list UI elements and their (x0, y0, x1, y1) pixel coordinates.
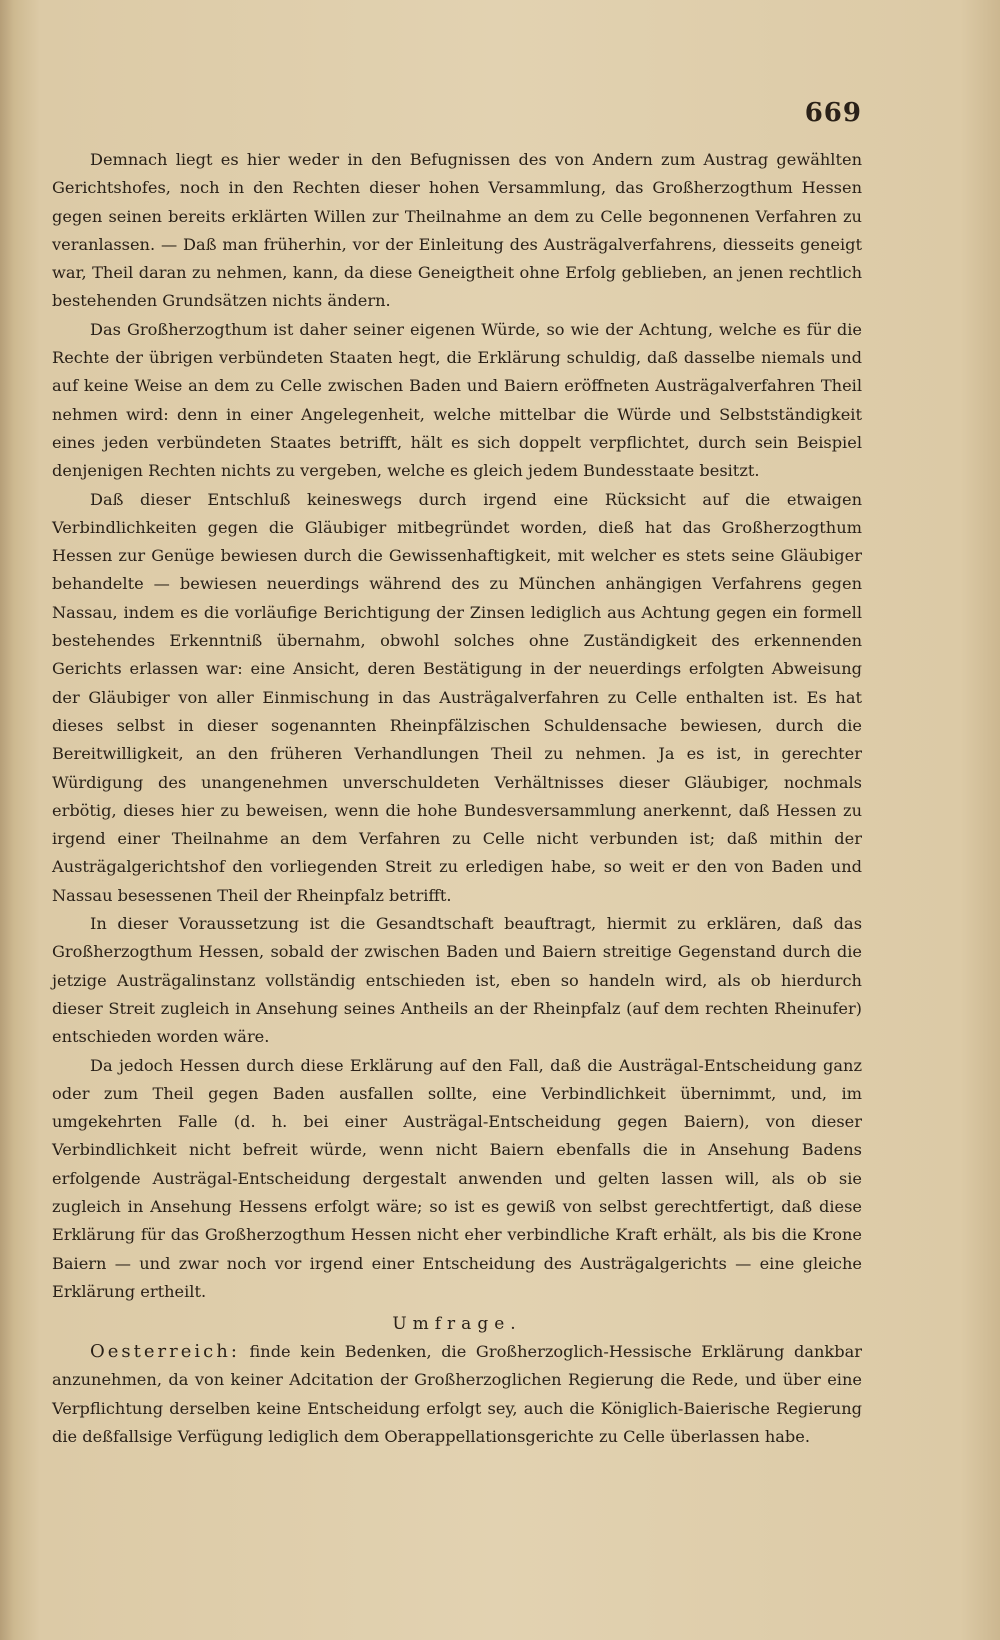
paragraph-1: Demnach liegt es hier weder in den Befugnissen des von Andern zum Austrag gewählten Gerichtshofes, noch in den Rechten dieser hohen Versammlung, das Großherzogthum Hessen gegen seinen bereits erklärten Willen zur Theilnahme an dem zu Celle begonnenen Verfahren zu veranlassen. — Daß man früherhin, vor der Einleitung des Austrägalverfahrens, diesseits geneigt war, Theil daran zu nehmen, kann, da diese Geneigtheit ohne Erfolg geblieben, an jenen rechtlich bestehenden Grundsätzen nichts ändern. (52, 150, 862, 311)
section-heading: Umfrage. (392, 1314, 522, 1335)
speaker-statement: finde kein Bedenken, die Großherzoglich-Hessische Erklärung dankbar anzunehmen, da von keiner Adcitation der Großherzoglichen Regierung die Rede, und über eine Verpflichtung derselben keine Entscheidung erfolgt sey, auch die Königlich-Baierische Regierung die deßfallsige Verfügung lediglich dem Oberappellationsgerichte zu Celle überlassen habe. (52, 1342, 862, 1447)
paragraph-6 (52, 1338, 862, 1451)
body-text (52, 146, 862, 1451)
paragraph-2: Das Großherzogthum ist daher seiner eigenen Würde, so wie der Achtung, welche es für die Rechte der übrigen verbündeten Staaten hegt, die Erklärung schuldig, daß dasselbe niemals und auf keine Weise an dem zu Celle zwischen Baden und Baiern eröffneten Austrägalverfahren Theil nehmen wird: denn in einer Angelegenheit, welche mittelbar die Würde und Selbstständigkeit eines jeden verbündeten Staates betrifft, hält es sich doppelt verpflichtet, durch sein Beispiel denjenigen Rechten nichts zu vergeben, welche es gleich jedem Bundesstaate besitzt. (52, 319, 862, 481)
speaker-name: Oesterreich: (90, 1341, 240, 1363)
paragraph-3: Daß dieser Entschluß keineswegs durch irgend eine Rücksicht auf die etwaigen Verbindlichkeiten gegen die Gläubiger mitbegründet worden, dieß hat das Großherzogthum Hessen zur Genüge bewiesen durch die Gewissenhaftigkeit, mit welcher es stets seine Gläubiger behandelte — bewiesen neuerdings während des zu München anhängigen Verfahrens gegen Nassau, indem es die vorläufige Berichtigung der Zinsen lediglich aus Achtung gegen ein formell bestehendes Erkenntniß übernahm, obwohl solches ohne Zuständigkeit des erkennenden Gerichts erlassen war: eine Ansicht, deren Bestätigung in der neuerdings erfolgten Abweisung der Gläubiger von aller Einmischung in das Austrägalverfahren zu Celle enthalten ist. Es hat dieses selbst in dieser sogenannten Rheinpfälzischen Schuldensache bewiesen, durch die Bereitwilligkeit, an den früheren Verhandlungen Theil zu nehmen. Ja es ist, in gerechter Würdigung des unangenehmen unverschuldeten Verhältnisses dieser Gläubiger, nochmals erbötig, dieses hier zu beweisen, wenn die hohe Bundesversammlung anerkennt, daß Hessen zu irgend einer Theilnahme an dem Verfahren zu Celle nicht verbunden ist; daß mithin der Austrägalgerichtshof den vorliegenden Streit zu erledigen habe, so weit er den von Baden und Nassau besessenen Theil der Rheinpfalz betrifft. (52, 489, 862, 905)
paragraph-5: Da jedoch Hessen durch diese Erklärung auf den Fall, daß die Austrägal-Entscheidung ganz oder zum Theil gegen Baden ausfallen sollte, eine Verbindlichkeit übernimmt, und, im umgekehrten Falle (d. h. bei einer Austrägal-Entscheidung gegen Baiern), von dieser Verbindlichkeit nicht befreit würde, wenn nicht Baiern ebenfalls die in Ansehung Badens erfolgende Austrägal-Entscheidung dergestalt anwenden und gelten lassen will, als ob sie zugleich in Ansehung Hessens erfolgt wäre; so ist es gewiß von selbst gerechtfertigt, daß diese Erklärung für das Großherzogthum Hessen nicht eher verbindliche Kraft erhält, als bis die Krone Baiern — und zwar noch vor irgend einer Entscheidung des Austrägalgerichts — eine gleiche Erklärung ertheilt. (52, 1055, 862, 1301)
page-number: 669 (804, 98, 862, 128)
paragraph-4: In dieser Voraussetzung ist die Gesandtschaft beauftragt, hiermit zu erklären, daß das Großherzogthum Hessen, sobald der zwischen Baden und Baiern streitige Gegenstand durch die jetzige Austrägalinstanz vollständig entschieden ist, eben so handeln wird, als ob hierdurch dieser Streit zugleich in Ansehung seines Antheils an der Rheinpfalz (auf dem rechten Rheinufer) entschieden worden wäre. (52, 914, 862, 1047)
